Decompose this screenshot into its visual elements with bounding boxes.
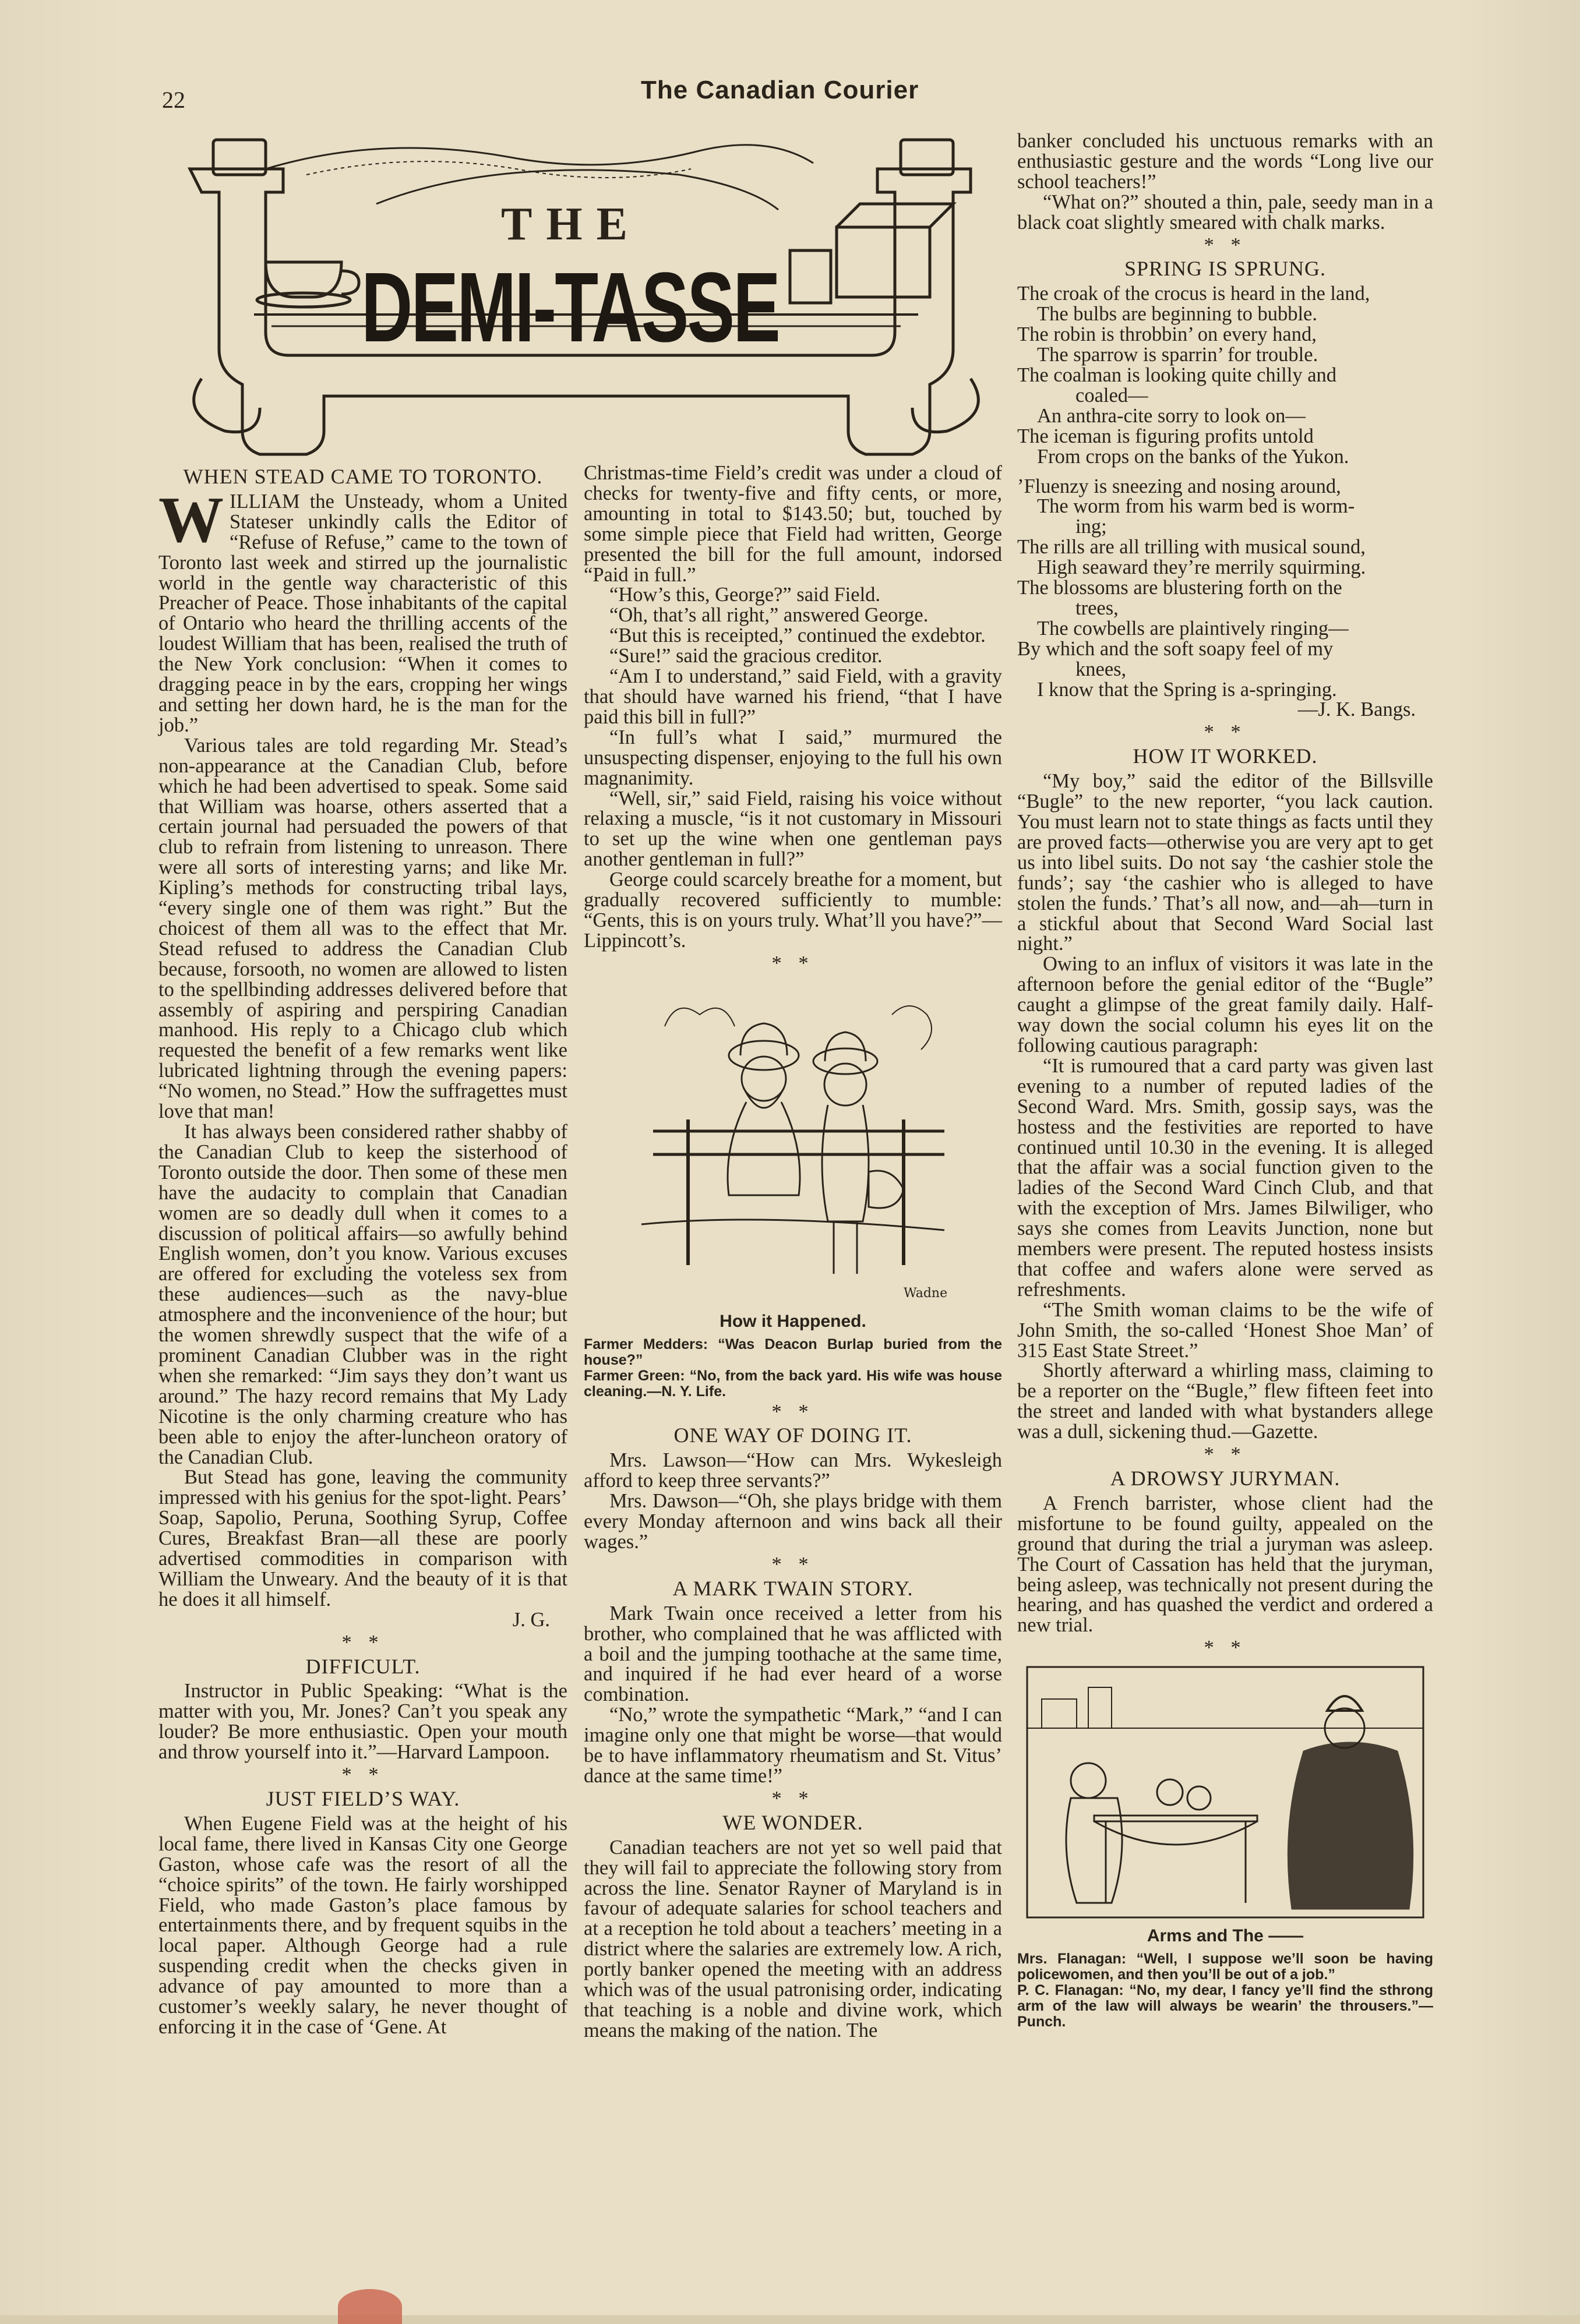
field-p10: George could scarcely breathe for a moment, but gradually recovered sufficiently to mumble: “Gents, this is on yours truly. What’ll you have?”—Lippincott’s. bbox=[584, 868, 1002, 952]
cartoon1-artist: Wadne bbox=[904, 1285, 948, 1301]
cartoon1-title: How it Happened. bbox=[720, 1311, 866, 1331]
poem-line: I know that the Spring is a-springing. bbox=[1037, 678, 1337, 701]
stead-signature: J. G. bbox=[512, 1608, 550, 1631]
poem-line: The cowbells are plaintively ringing— bbox=[1037, 617, 1349, 640]
poem-line: ’Fluenzy is sneezing and nosing around, bbox=[1017, 475, 1341, 497]
poem-line: The iceman is figuring profits untold bbox=[1017, 425, 1314, 447]
cartoon2-line2: P. C. Flanagan: “No, my dear, I fancy ye’ll find the sthrong arm of the law will always be wearin’ the throusers.”—Punch. bbox=[1017, 1982, 1433, 2030]
article-heading-wonder: WE WONDER. bbox=[722, 1810, 863, 1834]
poem-line: The worm from his warm bed is worm- bbox=[1037, 495, 1355, 518]
wonder-p2: banker concluded his unctuous remarks with an enthusiastic gesture and the words “Long live our school teachers!” bbox=[1017, 130, 1433, 193]
cartoon2-title: Arms and The —— bbox=[1147, 1926, 1304, 1946]
poem-line: By which and the soft soapy feel of my bbox=[1017, 637, 1334, 660]
page-number: 22 bbox=[162, 87, 185, 113]
spring-signature: —J. K. Bangs. bbox=[1297, 698, 1416, 721]
field-p2: Christmas-time Field’s credit was under a cloud of checks for twenty-five and fifty cents, or more, amounting in total to $143.50; but, touched by some simple piece that Field had written, George presented the bill for the full amount, indorsed “Paid in full.” bbox=[584, 462, 1002, 586]
article-heading-spring: SPRING IS SPRUNG. bbox=[1124, 257, 1327, 281]
article-heading-drowsy: A DROWSY JURYMAN. bbox=[1110, 1467, 1341, 1490]
separator-stars: * * bbox=[771, 1787, 814, 1810]
drop-cap: W bbox=[158, 483, 224, 556]
poem-line: trees, bbox=[1075, 596, 1119, 619]
separator-stars: * * bbox=[771, 1553, 814, 1576]
poem-line: An anthra-cite sorry to look on— bbox=[1037, 404, 1306, 427]
worked-p4: “The Smith woman claims to be the wife of John Smith, the so-called ‘Honest Shoe Man’ of 315 East State Street.” bbox=[1017, 1298, 1433, 1362]
twain-p1: Mark Twain once received a letter from his brother, who complained that he was afflicted with a boil and the jumping toothache at the same time, and inquired if he had ever heard of a worse combination. bbox=[584, 1602, 1002, 1706]
wonder-p3: “What on?” shouted a thin, pale, seedy man in a black coat slightly smeared with chalk marks. bbox=[1017, 190, 1433, 234]
separator-stars: * * bbox=[1204, 721, 1247, 744]
field-p1: When Eugene Field was at the height of his local fame, there lived in Kansas City one George Gaston, whose cafe was the resort of all the “choice spirits” of the town. He fairly worshipped Field, who made Gaston’s place famous by entertainments there, and by frequent squibs in the local paper. Although George had a rule suspending credit when the checks given in advance of pay amounted to more than a customer’s weekly salary, he never thought of enforcing it in the case of ‘Gene. At bbox=[158, 1812, 567, 2038]
separator-stars: * * bbox=[1204, 234, 1247, 256]
field-p5: “But this is receipted,” continued the exdebtor. bbox=[609, 624, 986, 647]
poem-line: knees, bbox=[1075, 658, 1127, 680]
article-heading-difficult: DIFFICULT. bbox=[305, 1654, 421, 1678]
column-3 bbox=[1017, 131, 1433, 2030]
article-heading-oneway: ONE WAY OF DOING IT. bbox=[673, 1424, 912, 1447]
separator-stars: * * bbox=[341, 1764, 385, 1786]
field-p8: “In full’s what I said,” murmured the unsuspecting dispenser, enjoying to the full his own magnanimity. bbox=[584, 726, 1002, 789]
twain-p2: “No,” wrote the sympathetic “Mark,” “and I can imagine only one that might be worse—that would be to have inflammatory rheumatism and St. Vitus’ dance at the same time!” bbox=[584, 1704, 1002, 1787]
field-p6: “Sure!” said the gracious creditor. bbox=[609, 645, 883, 667]
column-2 bbox=[584, 463, 1002, 2041]
poem-line: The sparrow is sparrin’ for trouble. bbox=[1037, 344, 1318, 366]
oneway-p1: Mrs. Lawson—“How can Mrs. Wykesleigh afford to keep three servants?” bbox=[584, 1449, 1002, 1492]
stead-p4: But Stead has gone, leaving the community impressed with his genius for the spot-light. Pears’ Soap, Sapolio, Peruna, Soothing Syrup, Coffee Cures, Breakfast Bran—all these are poorly advertised commodities in comparison with William the Unweary. And the beauty of it is that he does it all himself. bbox=[158, 1466, 567, 1610]
field-p7: “Am I to understand,” said Field, with a gravity that should have warned his friend, “that I have paid this bill in full?” bbox=[584, 665, 1002, 728]
poem-line: coaled— bbox=[1075, 384, 1148, 407]
oneway-p2: Mrs. Dawson—“Oh, she plays bridge with them every Monday afternoon and wins back all their wages.” bbox=[584, 1490, 1002, 1553]
column-1 bbox=[158, 463, 567, 2037]
flanagan-cartoon-illustration bbox=[1024, 1664, 1426, 1920]
header-title-large: DEMI-TASSE bbox=[361, 252, 779, 363]
poem-line: The robin is throbbin’ on every hand, bbox=[1017, 323, 1317, 346]
running-head: The Canadian Courier bbox=[641, 76, 919, 104]
stead-p2: Various tales are told regarding Mr. Stead’s non-appearance at the Canadian Club, before which he had been advertised to speak. Some said that William was hoarse, others asserted that a certain journal had persuaded the powers of that club to refrain from listening to unreason. There were all sorts of interesting yarns; and like Mr. Kipling’s methods for constructing tribal lays, “every single one of them was right.” But the choicest of them all was to the effect that Mr. Stead refused to address the Canadian Club because, forsooth, no women are allowed to listen to the spellbinding addresses delivered before that assembly of aspiring and perspiring Canadian manhood. His reply to a Chicago club which requested the benefit of a few remarks went like lubricated lightning through the evening papers: “No women, no Stead.” How the suffragettes must love that man! bbox=[158, 734, 567, 1123]
header-title-small: THE bbox=[501, 199, 641, 250]
poem-line: The croak of the crocus is heard in the land, bbox=[1017, 282, 1370, 305]
separator-stars: * * bbox=[1204, 1443, 1247, 1466]
difficult-p1: Instructor in Public Speaking: “What is the matter with you, Mr. Jones? Can’t you speak any louder? Be more enthusiastic. Open your mouth and throw yourself into it.”—Harvard Lampoon. bbox=[158, 1680, 567, 1764]
poem-line: The blossoms are blustering forth on the bbox=[1017, 577, 1342, 599]
field-p3: “How’s this, George?” said Field. bbox=[609, 584, 881, 606]
article-heading-worked: HOW IT WORKED. bbox=[1133, 744, 1318, 768]
article-heading-twain: A MARK TWAIN STORY. bbox=[672, 1576, 914, 1600]
drowsy-p1: A French barrister, whose client had the misfortune to be found guilty, appealed on the ground that during the trial a juryman was asleep. The Court of Cassation has held that the juryman, being asleep, was technically not present during the hearing, and has quashed the verdict and ordered a new trial. bbox=[1017, 1492, 1433, 1637]
cartoon2-line1: Mrs. Flanagan: “Well, I suppose we’ll soon be having policewomen, and then you’ll be out of a job.” bbox=[1017, 1951, 1433, 1983]
poem-line: The coalman is looking quite chilly and bbox=[1017, 363, 1337, 386]
article-paragraph bbox=[158, 483, 567, 736]
separator-stars: * * bbox=[341, 1631, 385, 1654]
poem-line: The rills are all trilling with musical sound, bbox=[1017, 536, 1366, 559]
separator-stars: * * bbox=[1204, 1637, 1247, 1659]
worked-p5: Shortly afterward a whirling mass, claiming to be a reporter on the “Bugle,” flew fifteen feet into the street and landed with what bystanders allege was a dull, sickening thud.—Gazette. bbox=[1017, 1359, 1433, 1443]
separator-stars: * * bbox=[771, 952, 814, 974]
poem-line: The bulbs are beginning to bubble. bbox=[1037, 303, 1317, 326]
poem-line: High seaward they’re merrily squirming. bbox=[1037, 556, 1366, 579]
worked-p3: “It is rumoured that a card party was given last evening to a number of reputed ladies of the Second Ward. Mrs. Smith, gossip says, was the hostess and the festivities are reported to have continued until 10.30 in the evening. It is alleged that the affair was a social function given to the ladies of the Second Ward Cinch Club, and that with the exception of Mrs. James Bilwiliger, who says she comes from Leavits Junction, none but members were present. The reputed hostess insists that coffee and wafers alone were served as refreshments. bbox=[1017, 1054, 1433, 1301]
stead-p3: It has always been considered rather shabby of the Canadian Club to keep the sisterhood of Toronto outside the door. Then some of these men have the audacity to complain that Canadian women are so deadly dull when it comes to a discussion of political affairs—so awfully behind English women, don’t you know. Various excuses are offered for excluding the voteless sex from these audiences—such as the navy-blue atmosphere and the inconvenience of the hour; but the women shrewdly suspect that the wife of a prominent Canadian Clubber was in the right when she remarked: “Jim says they don’t want us around.” The hazy record remains that My Lady Nicotine is the only charming creature who has been able to enjoy the after-luncheon oratory of the Canadian Club. bbox=[158, 1121, 567, 1468]
field-p9: “Well, sir,” said Field, raising his voice without relaxing a muscle, “is it not customary in Missouri to set up the wine when one gentleman pays another gentleman in full?” bbox=[584, 787, 1002, 871]
field-p4: “Oh, that’s all right,” answered George. bbox=[609, 604, 929, 627]
wonder-p1: Canadian teachers are not yet so well paid that they will fail to appreciate the following story from across the line. Senator Rayner of Maryland is in favour of adequate salaries for school teachers and at a reception he told about a teachers’ meeting in a district where the salaries are extremely low. A rich, portly banker opened the meeting with an address which was of the usual patronising order, indicating that teaching is a noble and divine work, which means the making of the nation. The bbox=[584, 1836, 1002, 2042]
poem-line: From crops on the banks of the Yukon. bbox=[1037, 445, 1349, 468]
article-heading-field: JUST FIELD’S WAY. bbox=[266, 1787, 460, 1810]
scanner-thumb-edge bbox=[338, 2289, 402, 2324]
worked-p1: “My boy,” said the editor of the Billsville “Bugle” to the new reporter, “you lack caution. You must learn not to state things as facts until they are proved facts—otherwise you are very apt to get us into libel suits. Do not say ‘the cashier stole the funds’; say ‘the cashier who is alleged to have stolen the funds.’ That’s all now, and—ah—turn in a stickful about that Second Ward Social last night.” bbox=[1017, 770, 1433, 955]
farmers-cartoon-illustration bbox=[630, 980, 956, 1306]
separator-stars: * * bbox=[771, 1400, 814, 1423]
article-heading-stead: WHEN STEAD CAME TO TORONTO. bbox=[183, 465, 543, 488]
stead-p1: ILLIAM the Unsteady, whom a United Stateser unkindly calls the Editor of “Refuse of Refuse,” came to the town of Toronto last week and stirred up the journalistic world in the gentle way characteristic of this Preacher of Peace. Those inhabitants of the capital of Ontario who heard the thrilling accents of the loudest William that has been, realised the truth of the New York conclusion: “When it comes to dragging peace in by the ears, cropping her wings and setting her down hard, he is the man for the job.” bbox=[158, 490, 567, 736]
cartoon1-line2: Farmer Green: “No, from the back yard. His wife was house cleaning.—N. Y. Life. bbox=[584, 1367, 1002, 1400]
cartoon1-line1: Farmer Medders: “Was Deacon Burlap buried from the house?” bbox=[584, 1336, 1002, 1368]
worked-p2: Owing to an influx of visitors it was late in the afternoon before the genial editor of the “Bugle” caught a glimpse of the great family daily. Half-way down the social column his eyes lit on the following cautious paragraph: bbox=[1017, 953, 1433, 1057]
poem-line: ing; bbox=[1075, 515, 1107, 538]
